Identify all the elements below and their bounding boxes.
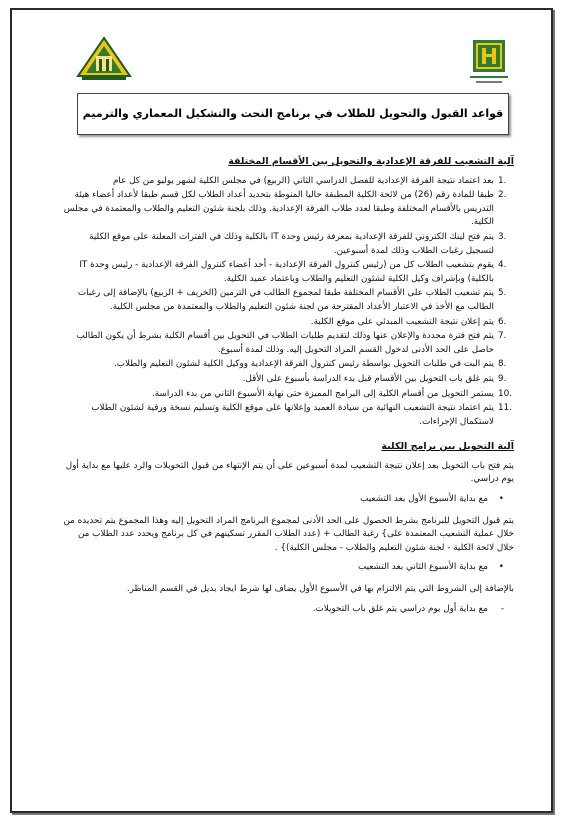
streaming-steps-list <box>62 175 514 430</box>
list-item: 2. طبقا للمادة رقم (26) من لائحة الكلية المطبقة حاليا المنوطة بتحديد أعداد الطلاب لكل قسم طبقا لأعداد أعضاء هيئة التدريس بالأقسام المختلفة وطبقا لعدد طلاب الفرقة الإعدادية. وذلك بلجنة شئون التعليم والطلاب والمعتمدة في مجلس الكلية. <box>63 190 507 228</box>
university-logo <box>74 36 134 82</box>
faculty-logo <box>464 38 514 90</box>
section-heading-transfer: آلية التحويل بين برامج الكلية <box>381 441 514 453</box>
bullet-icon: • <box>498 494 504 505</box>
list-item: 10. يستمر التحويل من أقسام الكلية إلى البرامج المميزة حتى نهاية الأسبوع الثاني من بدء الدراسة. <box>151 388 512 399</box>
list-item: 3. يتم فتح لينك الكتروني للفرقة الإعدادية بمعرفة رئيس وحدة IT بالكلية وذلك في الفترات المعلنة على موقع الكلية لتسجيل رغبات الطلاب وذلك لمدة أسبوعين. <box>89 231 507 256</box>
transfer-intro-paragraph: يتم فتح باب التحويل بعد إعلان نتيجة التشعيب لمدة أسبوعين على أن يتم الإنتهاء من قبول التحويلات والرد عليها مع بداية أول يوم دراسي. <box>65 460 514 485</box>
bullet-item-second-week: • مع بداية الأسبوع الثاني بعد التشعيب <box>62 561 514 575</box>
bullet-item-first-week: • مع بداية الأسبوع الأول بعد التشعيب <box>62 493 514 507</box>
list-item: 8. يتم البت في طلبات التحويل بواسطة رئيس كنترول الفرقة الإعدادية ووكيل الكلية لشئون التعليم والطلاب. <box>113 359 507 370</box>
list-item: 5. يتم تشعيب الطلاب على الأقسام المختلفة طبقا لمجموع الطالب في الترمين (الخريف + الربيع) بالإضافة إلى رغبات الطالب مع الأخذ في الاعتبار الأعداد المقترحة من لجنة شئون التعليم والطلاب والمعتمدة من مجلس الكلية. <box>77 288 507 312</box>
document-page <box>10 8 553 813</box>
bullet-icon: • <box>498 562 504 573</box>
list-item: 6. يتم إعلان نتيجة التشعيب المبدئي على موقع الكلية. <box>310 316 507 327</box>
additional-conditions-paragraph: بالإضافة إلى الشروط التي يتم الالتزام بها في الأسبوع الأول يضاف لها شرط ايجاد بديل في القسم المناظر. <box>126 584 514 595</box>
list-item: 4. يقوم بتشعيب الطلاب كل من (رئيس كنترول الفرقة الإعدادية - أحد أعضاء كنترول الفرقة الإعدادية - رئيس وحدة IT بالكلية) وبإشراف وكيل الكلية لشئون التعليم والطلاب وباعتماد عميد الكلية. <box>79 260 507 284</box>
list-item: 1. بعد اعتماد نتيجة الفرقة الإعدادية للفصل الدراسي الثاني (الربيع) في مجلس الكلية لشهر يوليو من كل عام <box>112 175 507 186</box>
list-item: 7. يتم فتح فترة محددة والإعلان عنها وذلك لتقديم طلبات الطلاب في التحويل بين أقسام الكلية بشرط أن يكون الطالب حاصل على الحد الأدنى لدخول القسم المراد التحويل إليه. وذلك لمدة أسبوع. <box>76 331 507 355</box>
list-item: 9. يتم غلق باب التحويل بين الأقسام قبل بدء الدراسة بأسبوع على الأقل. <box>242 373 507 384</box>
document-body <box>62 155 514 624</box>
transfer-conditions-paragraph: يتم قبول التحويل للبرنامج بشرط الحصول على الحد الأدنى لمجموع البرنامج المراد التحويل إليه وهذا المجموع يتم تحديده من خلال عملية التشعيب المعتمدة على} رغبة الطالب + (عدد الطلاب المقرر تسكينهم في كل برنامج ويحدد عدد الطلاب من خلال لائحة الكلية - لجنة شئون التعليم والطلاب - مجلس الكلية)} . <box>63 515 514 553</box>
list-item: 11. يتم اعتماد نتيجة التشعيب النهائية من سيادة العميد وإعلانها على موقع الكلية وتسليم نسخة ورقية لشئون الطلاب لاستكمال الإجراءات. <box>91 403 512 427</box>
section-heading-streaming: آلية التشعيب للفرقة الإعدادية والتحويل بين الأقسام المختلفة <box>228 156 514 167</box>
document-title: قواعد القبول والتحويل للطلاب في برنامج النحت والتشكيل المعماري والترميم <box>77 93 509 135</box>
dash-item-closing: - مع بداية أول يوم دراسي يتم غلق باب التحويلات. <box>62 603 514 617</box>
dash-icon: - <box>500 603 504 614</box>
